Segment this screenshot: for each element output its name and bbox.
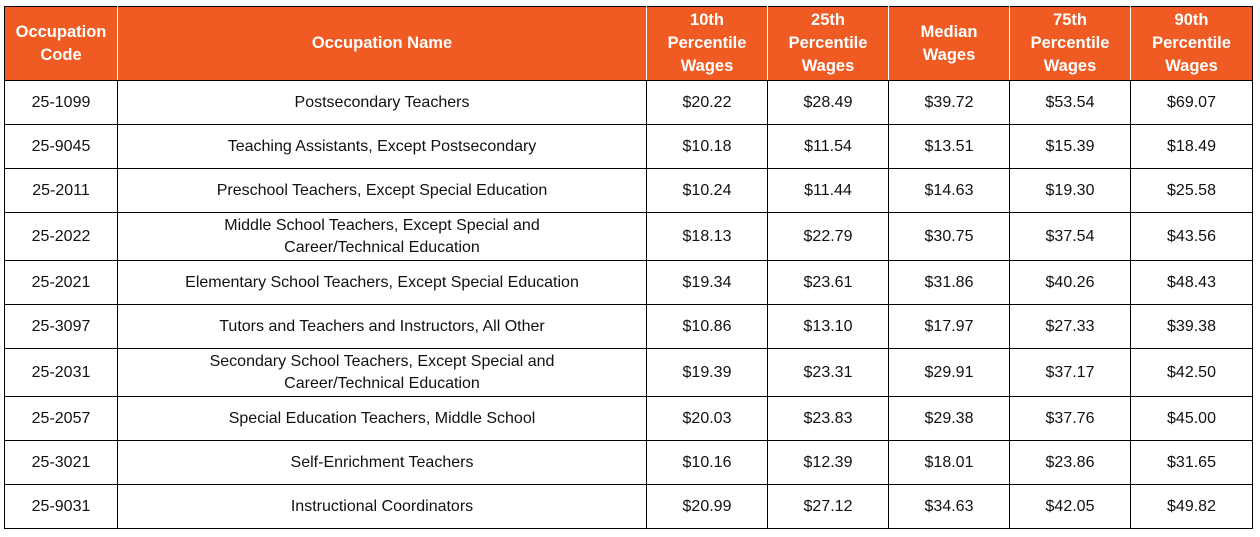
median-wage: $17.97 <box>889 305 1010 349</box>
occupation-name: Middle School Teachers, Except Special and Career/Technical Education <box>118 213 647 261</box>
median-wage: $18.01 <box>889 441 1010 485</box>
table-header <box>5 7 1253 81</box>
median-wage: $29.91 <box>889 349 1010 397</box>
occupation-code: 25-2011 <box>5 169 118 213</box>
median-wage: $39.72 <box>889 81 1010 125</box>
table-row <box>5 397 1253 441</box>
p10-wage: $10.18 <box>647 125 768 169</box>
header-25th-percentile: 25th Percentile Wages <box>768 7 889 81</box>
occupation-code: 25-1099 <box>5 81 118 125</box>
occupation-code: 25-9045 <box>5 125 118 169</box>
header-median: Median Wages <box>889 7 1010 81</box>
p25-wage: $23.61 <box>768 261 889 305</box>
header-occupation-name: Occupation Name <box>118 7 647 81</box>
p75-wage: $15.39 <box>1010 125 1131 169</box>
p10-wage: $19.39 <box>647 349 768 397</box>
occupation-code: 25-2022 <box>5 213 118 261</box>
p25-wage: $23.83 <box>768 397 889 441</box>
occupation-name: Tutors and Teachers and Instructors, All Other <box>118 305 647 349</box>
p25-wage: $12.39 <box>768 441 889 485</box>
header-10th-percentile: 10th Percentile Wages <box>647 7 768 81</box>
p25-wage: $22.79 <box>768 213 889 261</box>
p10-wage: $20.99 <box>647 485 768 529</box>
wages-table <box>4 6 1253 529</box>
median-wage: $14.63 <box>889 169 1010 213</box>
p75-wage: $40.26 <box>1010 261 1131 305</box>
table-row <box>5 125 1253 169</box>
occupation-name: Elementary School Teachers, Except Special Education <box>118 261 647 305</box>
table-row <box>5 485 1253 529</box>
p90-wage: $25.58 <box>1131 169 1253 213</box>
p90-wage: $45.00 <box>1131 397 1253 441</box>
p10-wage: $19.34 <box>647 261 768 305</box>
p25-wage: $11.54 <box>768 125 889 169</box>
p10-wage: $20.22 <box>647 81 768 125</box>
p75-wage: $53.54 <box>1010 81 1131 125</box>
header-90th-percentile: 90th Percentile Wages <box>1131 7 1253 81</box>
p25-wage: $13.10 <box>768 305 889 349</box>
table-row <box>5 441 1253 485</box>
p75-wage: $37.54 <box>1010 213 1131 261</box>
p10-wage: $20.03 <box>647 397 768 441</box>
occupation-name: Teaching Assistants, Except Postsecondary <box>118 125 647 169</box>
median-wage: $13.51 <box>889 125 1010 169</box>
p90-wage: $48.43 <box>1131 261 1253 305</box>
p10-wage: $10.24 <box>647 169 768 213</box>
occupation-name: Self-Enrichment Teachers <box>118 441 647 485</box>
header-75th-percentile: 75th Percentile Wages <box>1010 7 1131 81</box>
median-wage: $31.86 <box>889 261 1010 305</box>
occupation-name: Secondary School Teachers, Except Special and Career/Technical Education <box>118 349 647 397</box>
p25-wage: $27.12 <box>768 485 889 529</box>
p90-wage: $18.49 <box>1131 125 1253 169</box>
table-row <box>5 261 1253 305</box>
occupation-code: 25-9031 <box>5 485 118 529</box>
p90-wage: $49.82 <box>1131 485 1253 529</box>
p75-wage: $19.30 <box>1010 169 1131 213</box>
p75-wage: $37.17 <box>1010 349 1131 397</box>
header-occupation-code: Occupation Code <box>5 7 118 81</box>
occupation-name: Instructional Coordinators <box>118 485 647 529</box>
table-row <box>5 169 1253 213</box>
table-body <box>5 81 1253 529</box>
p90-wage: $42.50 <box>1131 349 1253 397</box>
p25-wage: $11.44 <box>768 169 889 213</box>
median-wage: $29.38 <box>889 397 1010 441</box>
table-row <box>5 213 1253 261</box>
p75-wage: $27.33 <box>1010 305 1131 349</box>
p90-wage: $31.65 <box>1131 441 1253 485</box>
p90-wage: $43.56 <box>1131 213 1253 261</box>
p10-wage: $10.86 <box>647 305 768 349</box>
p90-wage: $69.07 <box>1131 81 1253 125</box>
median-wage: $30.75 <box>889 213 1010 261</box>
p75-wage: $37.76 <box>1010 397 1131 441</box>
occupation-name: Special Education Teachers, Middle School <box>118 397 647 441</box>
header-row <box>5 7 1253 81</box>
table-row <box>5 81 1253 125</box>
occupation-code: 25-3021 <box>5 441 118 485</box>
p90-wage: $39.38 <box>1131 305 1253 349</box>
occupation-code: 25-2031 <box>5 349 118 397</box>
p75-wage: $23.86 <box>1010 441 1131 485</box>
occupation-code: 25-2021 <box>5 261 118 305</box>
table-row <box>5 305 1253 349</box>
occupation-code: 25-2057 <box>5 397 118 441</box>
p10-wage: $18.13 <box>647 213 768 261</box>
median-wage: $34.63 <box>889 485 1010 529</box>
p10-wage: $10.16 <box>647 441 768 485</box>
occupation-code: 25-3097 <box>5 305 118 349</box>
p75-wage: $42.05 <box>1010 485 1131 529</box>
occupation-name: Postsecondary Teachers <box>118 81 647 125</box>
p25-wage: $28.49 <box>768 81 889 125</box>
occupation-name: Preschool Teachers, Except Special Education <box>118 169 647 213</box>
p25-wage: $23.31 <box>768 349 889 397</box>
table-row <box>5 349 1253 397</box>
